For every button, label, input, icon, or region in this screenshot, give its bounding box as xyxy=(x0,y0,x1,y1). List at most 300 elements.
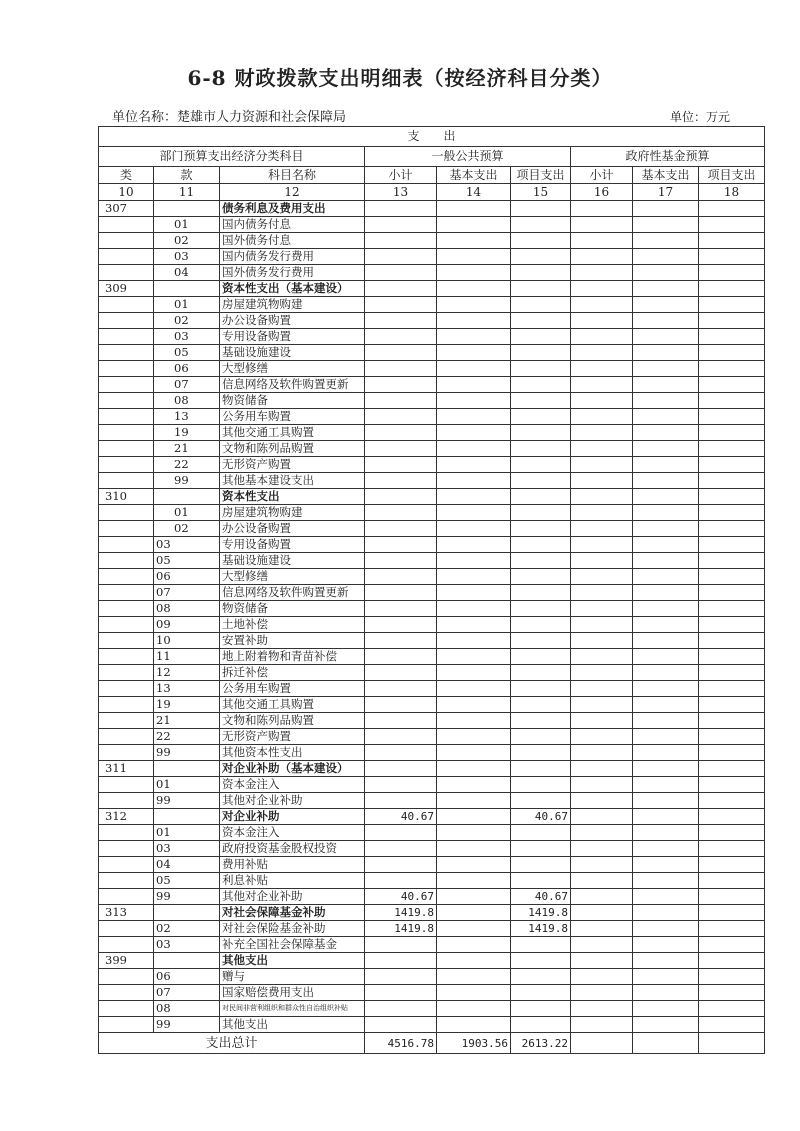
fund-project xyxy=(699,297,765,313)
fund-basic xyxy=(633,505,699,521)
category-code xyxy=(99,617,154,633)
category-code xyxy=(99,649,154,665)
category-code: 307 xyxy=(99,201,154,217)
general-basic xyxy=(437,553,511,569)
fund-project xyxy=(699,281,765,297)
item-name: 专用设备购置 xyxy=(220,537,365,553)
table-row xyxy=(99,505,765,521)
general-subtotal xyxy=(365,393,437,409)
general-project xyxy=(511,217,571,233)
table-row xyxy=(99,953,765,969)
total-value: 2613.22 xyxy=(511,1033,571,1054)
general-project xyxy=(511,265,571,281)
general-subtotal xyxy=(365,489,437,505)
table-row xyxy=(99,937,765,953)
item-code: 08 xyxy=(154,1001,220,1017)
general-basic xyxy=(437,537,511,553)
fund-subtotal xyxy=(571,617,633,633)
table-row xyxy=(99,297,765,313)
general-basic xyxy=(437,425,511,441)
table-row xyxy=(99,745,765,761)
category-code xyxy=(99,297,154,313)
item-name: 其他支出 xyxy=(220,1017,365,1033)
col-number: 15 xyxy=(511,184,571,201)
fund-subtotal xyxy=(571,393,633,409)
general-subtotal xyxy=(365,937,437,953)
general-basic xyxy=(437,841,511,857)
item-name: 安置补助 xyxy=(220,633,365,649)
header-subtotal: 小计 xyxy=(365,167,437,184)
item-name: 国外债务付息 xyxy=(220,233,365,249)
fund-subtotal xyxy=(571,649,633,665)
item-name: 文物和陈列品购置 xyxy=(220,713,365,729)
fund-subtotal xyxy=(571,361,633,377)
general-subtotal xyxy=(365,953,437,969)
item-name: 信息网络及软件购置更新 xyxy=(220,585,365,601)
general-subtotal: 40.67 xyxy=(365,889,437,905)
general-basic xyxy=(437,489,511,505)
fund-subtotal xyxy=(571,681,633,697)
fund-subtotal xyxy=(571,809,633,825)
item-code: 01 xyxy=(154,825,220,841)
fund-basic xyxy=(633,457,699,473)
general-project xyxy=(511,873,571,889)
item-code: 07 xyxy=(154,585,220,601)
item-name: 国外债务发行费用 xyxy=(220,265,365,281)
fund-basic xyxy=(633,617,699,633)
total-value: 4516.78 xyxy=(365,1033,437,1054)
category-code xyxy=(99,505,154,521)
fund-project xyxy=(699,633,765,649)
fund-basic xyxy=(633,825,699,841)
header-basic-2: 基本支出 xyxy=(633,167,699,184)
fund-subtotal xyxy=(571,953,633,969)
fund-project xyxy=(699,937,765,953)
total-label: 支出总计 xyxy=(99,1033,365,1054)
item-name: 办公设备购置 xyxy=(220,313,365,329)
item-code xyxy=(154,761,220,777)
fund-basic xyxy=(633,793,699,809)
fund-basic xyxy=(633,345,699,361)
category-code xyxy=(99,569,154,585)
item-code: 06 xyxy=(154,361,220,377)
fund-subtotal xyxy=(571,633,633,649)
item-name: 无形资产购置 xyxy=(220,729,365,745)
item-name: 公务用车购置 xyxy=(220,681,365,697)
table-row xyxy=(99,553,765,569)
general-basic xyxy=(437,233,511,249)
header-kuan: 款 xyxy=(154,167,220,184)
fund-project xyxy=(699,825,765,841)
fund-project xyxy=(699,793,765,809)
fund-subtotal xyxy=(571,745,633,761)
item-code: 03 xyxy=(154,537,220,553)
general-project xyxy=(511,633,571,649)
fund-basic xyxy=(633,969,699,985)
fund-subtotal xyxy=(571,489,633,505)
general-subtotal xyxy=(365,553,437,569)
item-name: 无形资产购置 xyxy=(220,457,365,473)
item-code: 09 xyxy=(154,617,220,633)
category-code xyxy=(99,553,154,569)
general-subtotal xyxy=(365,361,437,377)
table-row xyxy=(99,345,765,361)
fund-project xyxy=(699,457,765,473)
table-row xyxy=(99,265,765,281)
item-code: 02 xyxy=(154,921,220,937)
fund-project xyxy=(699,697,765,713)
fund-project xyxy=(699,329,765,345)
item-code: 05 xyxy=(154,553,220,569)
fund-project xyxy=(699,393,765,409)
fund-basic xyxy=(633,553,699,569)
table-row xyxy=(99,569,765,585)
table-row xyxy=(99,457,765,473)
general-project xyxy=(511,489,571,505)
fund-subtotal xyxy=(571,713,633,729)
table-row xyxy=(99,665,765,681)
item-code: 12 xyxy=(154,665,220,681)
fund-subtotal xyxy=(571,985,633,1001)
general-project xyxy=(511,537,571,553)
table-row xyxy=(99,217,765,233)
general-basic xyxy=(437,505,511,521)
general-project xyxy=(511,249,571,265)
item-name: 基础设施建设 xyxy=(220,553,365,569)
header-row-1 xyxy=(99,127,765,147)
fund-subtotal xyxy=(571,377,633,393)
category-code xyxy=(99,793,154,809)
item-name: 赠与 xyxy=(220,969,365,985)
general-subtotal xyxy=(365,537,437,553)
general-subtotal xyxy=(365,585,437,601)
category-code xyxy=(99,857,154,873)
general-basic xyxy=(437,793,511,809)
general-subtotal xyxy=(365,793,437,809)
general-basic xyxy=(437,921,511,937)
item-name: 大型修缮 xyxy=(220,361,365,377)
fund-basic xyxy=(633,681,699,697)
general-basic xyxy=(437,441,511,457)
general-basic xyxy=(437,889,511,905)
category-code: 309 xyxy=(99,281,154,297)
item-code: 10 xyxy=(154,633,220,649)
table-row xyxy=(99,857,765,873)
item-name: 房屋建筑物购建 xyxy=(220,297,365,313)
general-basic xyxy=(437,857,511,873)
general-basic xyxy=(437,745,511,761)
unit-label: 单位：万元 xyxy=(670,110,731,124)
fund-basic xyxy=(633,297,699,313)
fund-subtotal xyxy=(571,841,633,857)
item-name: 房屋建筑物购建 xyxy=(220,505,365,521)
general-basic xyxy=(437,681,511,697)
fund-project xyxy=(699,585,765,601)
col-number: 10 xyxy=(99,184,154,201)
category-code: 310 xyxy=(99,489,154,505)
header-subtotal-2: 小计 xyxy=(571,167,633,184)
table-row xyxy=(99,681,765,697)
item-name: 其他支出 xyxy=(220,953,365,969)
fund-subtotal xyxy=(571,969,633,985)
general-subtotal xyxy=(365,457,437,473)
fund-project xyxy=(699,985,765,1001)
fund-subtotal xyxy=(571,937,633,953)
table-row xyxy=(99,441,765,457)
fund-subtotal xyxy=(571,825,633,841)
general-basic xyxy=(437,761,511,777)
fund-subtotal xyxy=(571,297,633,313)
fund-basic xyxy=(633,329,699,345)
general-basic xyxy=(437,265,511,281)
category-code xyxy=(99,873,154,889)
general-basic xyxy=(437,329,511,345)
item-code: 05 xyxy=(154,873,220,889)
general-basic xyxy=(437,713,511,729)
table-row xyxy=(99,537,765,553)
category-code xyxy=(99,441,154,457)
general-basic xyxy=(437,409,511,425)
fund-project xyxy=(699,1001,765,1017)
fund-subtotal xyxy=(571,585,633,601)
fund-subtotal xyxy=(571,921,633,937)
item-code: 07 xyxy=(154,377,220,393)
general-project: 40.67 xyxy=(511,889,571,905)
item-code: 07 xyxy=(154,985,220,1001)
fund-project xyxy=(699,841,765,857)
header-general-budget: 一般公共预算 xyxy=(365,147,571,167)
general-project xyxy=(511,1001,571,1017)
header-fund-budget: 政府性基金预算 xyxy=(571,147,765,167)
category-code xyxy=(99,825,154,841)
table-row xyxy=(99,761,765,777)
item-code: 99 xyxy=(154,745,220,761)
general-subtotal xyxy=(365,665,437,681)
item-name: 国内债务付息 xyxy=(220,217,365,233)
item-code: 19 xyxy=(154,697,220,713)
category-code xyxy=(99,361,154,377)
header-lei: 类 xyxy=(99,167,154,184)
fund-basic xyxy=(633,425,699,441)
table-row xyxy=(99,425,765,441)
category-code xyxy=(99,745,154,761)
general-basic xyxy=(437,313,511,329)
fund-subtotal xyxy=(571,905,633,921)
fund-basic xyxy=(633,313,699,329)
header-name: 科目名称 xyxy=(220,167,365,184)
item-name: 其他交通工具购置 xyxy=(220,425,365,441)
fund-project xyxy=(699,425,765,441)
fund-basic xyxy=(633,745,699,761)
general-subtotal xyxy=(365,441,437,457)
item-name: 利息补贴 xyxy=(220,873,365,889)
general-basic xyxy=(437,649,511,665)
item-name: 对社会保障基金补助 xyxy=(220,905,365,921)
table-row xyxy=(99,473,765,489)
general-project xyxy=(511,729,571,745)
item-code: 05 xyxy=(154,345,220,361)
general-subtotal xyxy=(365,601,437,617)
general-subtotal xyxy=(365,345,437,361)
fund-subtotal xyxy=(571,313,633,329)
general-subtotal xyxy=(365,969,437,985)
general-basic xyxy=(437,777,511,793)
table-row xyxy=(99,985,765,1001)
general-subtotal xyxy=(365,633,437,649)
item-name: 基础设施建设 xyxy=(220,345,365,361)
fund-project xyxy=(699,265,765,281)
fund-basic xyxy=(633,985,699,1001)
fund-basic xyxy=(633,729,699,745)
header-basic: 基本支出 xyxy=(437,167,511,184)
item-name: 资本性支出 xyxy=(220,489,365,505)
category-code: 311 xyxy=(99,761,154,777)
fund-project xyxy=(699,201,765,217)
fund-basic xyxy=(633,265,699,281)
fund-subtotal xyxy=(571,329,633,345)
general-subtotal xyxy=(365,505,437,521)
category-code xyxy=(99,313,154,329)
item-code: 03 xyxy=(154,249,220,265)
item-code: 02 xyxy=(154,521,220,537)
category-code: 399 xyxy=(99,953,154,969)
total-fund-value xyxy=(699,1033,765,1054)
category-code xyxy=(99,777,154,793)
fund-project xyxy=(699,745,765,761)
item-name: 其他资本性支出 xyxy=(220,745,365,761)
fund-basic xyxy=(633,569,699,585)
item-name: 拆迁补偿 xyxy=(220,665,365,681)
general-project xyxy=(511,377,571,393)
fund-basic xyxy=(633,585,699,601)
fund-subtotal xyxy=(571,537,633,553)
fund-project xyxy=(699,409,765,425)
col-number: 11 xyxy=(154,184,220,201)
category-code xyxy=(99,233,154,249)
item-code: 21 xyxy=(154,713,220,729)
item-name: 公务用车购置 xyxy=(220,409,365,425)
item-code: 06 xyxy=(154,569,220,585)
fund-project xyxy=(699,537,765,553)
table-row xyxy=(99,361,765,377)
category-code xyxy=(99,713,154,729)
fund-basic xyxy=(633,537,699,553)
fund-project xyxy=(699,777,765,793)
item-name: 地上附着物和青苗补偿 xyxy=(220,649,365,665)
fund-subtotal xyxy=(571,249,633,265)
total-fund-value xyxy=(633,1033,699,1054)
item-code: 08 xyxy=(154,601,220,617)
general-project xyxy=(511,857,571,873)
col-number: 13 xyxy=(365,184,437,201)
general-project xyxy=(511,505,571,521)
general-project xyxy=(511,777,571,793)
general-subtotal xyxy=(365,329,437,345)
general-project xyxy=(511,521,571,537)
general-basic xyxy=(437,873,511,889)
item-name: 信息网络及软件购置更新 xyxy=(220,377,365,393)
general-subtotal xyxy=(365,777,437,793)
general-subtotal xyxy=(365,873,437,889)
fund-basic xyxy=(633,473,699,489)
general-project xyxy=(511,329,571,345)
item-code xyxy=(154,489,220,505)
fund-basic xyxy=(633,281,699,297)
fund-basic xyxy=(633,249,699,265)
header-econ-class: 部门预算支出经济分类科目 xyxy=(99,147,365,167)
item-name: 其他对企业补助 xyxy=(220,793,365,809)
general-project xyxy=(511,393,571,409)
fund-subtotal xyxy=(571,345,633,361)
general-subtotal: 1419.8 xyxy=(365,921,437,937)
general-project xyxy=(511,201,571,217)
general-project: 1419.8 xyxy=(511,921,571,937)
item-code xyxy=(154,281,220,297)
table-row xyxy=(99,233,765,249)
item-code: 03 xyxy=(154,937,220,953)
table-row xyxy=(99,841,765,857)
fund-basic xyxy=(633,777,699,793)
item-code: 03 xyxy=(154,329,220,345)
item-code: 22 xyxy=(154,729,220,745)
fund-basic xyxy=(633,1017,699,1033)
item-name: 资本金注入 xyxy=(220,777,365,793)
fund-basic xyxy=(633,409,699,425)
fund-project xyxy=(699,233,765,249)
item-name: 办公设备购置 xyxy=(220,521,365,537)
general-basic xyxy=(437,985,511,1001)
item-code: 04 xyxy=(154,857,220,873)
general-basic xyxy=(437,345,511,361)
item-name: 对民间非营利组织和群众性自治组织补贴 xyxy=(220,1001,365,1017)
category-code xyxy=(99,969,154,985)
general-subtotal xyxy=(365,409,437,425)
general-subtotal xyxy=(365,233,437,249)
fund-project xyxy=(699,473,765,489)
category-code xyxy=(99,665,154,681)
table-row xyxy=(99,1001,765,1017)
category-code xyxy=(99,1001,154,1017)
category-code xyxy=(99,985,154,1001)
category-code xyxy=(99,937,154,953)
fund-subtotal xyxy=(571,1017,633,1033)
general-basic xyxy=(437,201,511,217)
general-basic xyxy=(437,697,511,713)
table-row xyxy=(99,489,765,505)
item-name: 补充全国社会保障基金 xyxy=(220,937,365,953)
table-row xyxy=(99,873,765,889)
general-subtotal xyxy=(365,425,437,441)
item-code: 03 xyxy=(154,841,220,857)
general-project xyxy=(511,681,571,697)
general-subtotal xyxy=(365,825,437,841)
fund-basic xyxy=(633,841,699,857)
general-project xyxy=(511,953,571,969)
general-subtotal xyxy=(365,377,437,393)
header-row-2 xyxy=(99,147,765,167)
fund-basic xyxy=(633,697,699,713)
general-basic xyxy=(437,825,511,841)
general-project xyxy=(511,569,571,585)
fund-subtotal xyxy=(571,505,633,521)
general-project xyxy=(511,233,571,249)
col-number: 17 xyxy=(633,184,699,201)
general-basic xyxy=(437,1017,511,1033)
general-subtotal xyxy=(365,249,437,265)
general-project xyxy=(511,297,571,313)
general-basic xyxy=(437,281,511,297)
item-name: 物资储备 xyxy=(220,393,365,409)
